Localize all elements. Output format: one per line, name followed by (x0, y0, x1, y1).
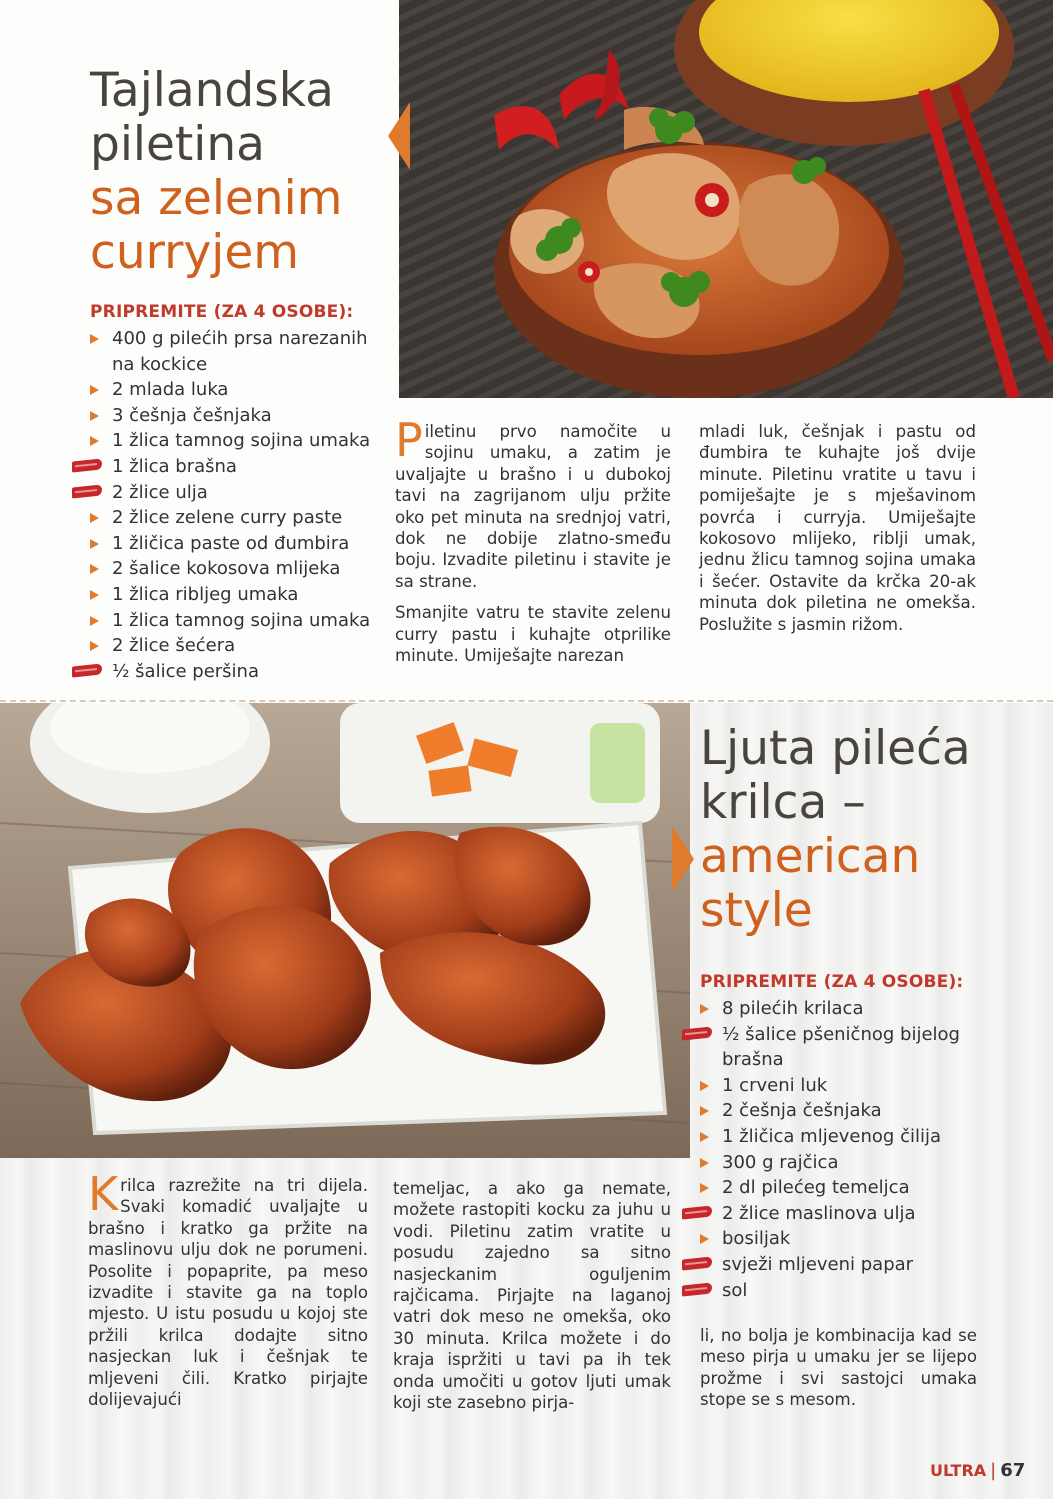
ultra-plus-flag-icon (682, 1026, 712, 1040)
list-marker (90, 428, 112, 454)
recipe1-ingredients-heading: PRIPREMITE (ZA 4 OSOBE): (90, 302, 354, 322)
triangle-arrow-icon (90, 436, 99, 446)
list-marker (90, 556, 112, 582)
recipe1-title-line: sa zelenim (90, 171, 343, 226)
recipe2-method-column-2: temeljac, a ako ga nemate, možete rastopiti kocku za juhu u vodi. Piletinu zatim vratite u posudu zajedno sa sitno nasjeckanim oguljenim rajčicama. Pirjajte na laganoj vatri dok meso ne omekša, oko 30 minuta. Krilca možete i do kraja ispržiti u tavi pa ih tek onda umočiti u gotov ljuti umak koji ste zasebno pirja- (393, 1179, 671, 1413)
recipe1-method-text: iletinu prvo namočite u sojinu umaku, a zatim je uvaljajte u brašno i u dubokoj tavi na zagrijanom ulju pržite oko pet minuta na srednjoj vatri, dok ne dobije zlatno-smeđu boju. Izvadite piletinu i stavite je sa strane. (395, 422, 671, 591)
ingredient-text: ½ šalice pšeničnog bijelog (722, 1023, 960, 1045)
ingredient-text: 2 dl pilećeg temeljca (722, 1177, 910, 1199)
ingredient-text: 2 žlice šećera (112, 635, 236, 657)
footer-separator: | (990, 1460, 997, 1481)
ingredient-text: 2 šalice kokosova mlijeka (112, 558, 341, 580)
ingredient-item (90, 326, 370, 352)
recipe2-title (700, 722, 971, 938)
list-marker (700, 996, 722, 1022)
recipe1-dropcap: P (395, 413, 423, 467)
ingredient-item (90, 556, 370, 582)
recipe1-title-line: piletina (90, 117, 265, 172)
recipe2-ingredients-heading: PRIPREMITE (ZA 4 OSOBE): (700, 972, 964, 992)
recipe1-ingredient-list (90, 326, 370, 684)
ingredient-text: ½ šalice peršina (112, 660, 259, 682)
triangle-arrow-icon (90, 616, 99, 626)
recipe2-method-text: rilca razrežite na tri dijela. Svaki komadić uvaljajte u brašno i kratko ga pržite na maslinovu ulju dok ne porumeni. Posolite i popaprite, pa meso izvadite i stavite ga na toplo mjesto. U istu posudu u kojoj ste pržili krilca dodajte sitno nasjeckan luk i češnjak te mljeveni čili. Kratko pirjajte dolijevajući (88, 1176, 368, 1410)
ingredient-text: 1 žličica mljevenog čilija (722, 1125, 942, 1147)
recipe1-title-line: Tajlandska (90, 63, 334, 118)
curry-photo-illustration (399, 0, 1053, 398)
ingredient-text: svježi mljeveni papar (722, 1253, 914, 1275)
ultra-plus-flag-icon (682, 1256, 712, 1270)
list-marker (700, 1098, 722, 1124)
triangle-arrow-icon (90, 513, 99, 523)
triangle-arrow-icon (700, 1132, 709, 1142)
triangle-arrow-icon (700, 1081, 709, 1091)
triangle-arrow-icon (700, 1004, 709, 1014)
recipe1-title-line: curryjem (90, 225, 300, 280)
recipe1-method-column-2: mladi luk, češnjak i pastu od đumbira te kuhajte još dvije minute. Piletinu vratite u tavu i pomiješajte je s mješavinom povrća i curryja. Umiješajte kokosovo mlijeko, riblji umak, jednu žlicu tamnog sojina umaka i šećer. Ostavite da krčka 20-ak minuta dok piletina ne omekša. Poslužite s jasmin rižom. (699, 422, 976, 634)
ingredient-item (700, 1073, 960, 1099)
ingredient-text: 3 češnja češnjaka (112, 404, 272, 426)
recipe1-title (90, 64, 342, 280)
ingredient-text: 2 češnja češnjaka (722, 1100, 882, 1122)
list-marker (90, 403, 112, 429)
ingredient-item (90, 659, 370, 685)
recipe2-title-line: american (700, 829, 921, 884)
ingredient-item (90, 352, 370, 378)
list-marker (700, 1175, 722, 1201)
list-marker (700, 1124, 722, 1150)
ingredient-item (700, 1150, 960, 1176)
ingredient-text: 2 žlice ulja (112, 481, 208, 503)
ingredient-text: sol (722, 1279, 748, 1301)
title-pointer-icon (672, 826, 694, 892)
ingredient-item (700, 1226, 960, 1252)
ultra-plus-flag-icon (72, 663, 102, 677)
list-marker (90, 608, 112, 634)
ingredient-item (90, 582, 370, 608)
ingredient-item (90, 505, 370, 531)
ingredient-item (700, 1252, 960, 1278)
ingredient-item (90, 377, 370, 403)
triangle-arrow-icon (700, 1158, 709, 1168)
ingredient-text: bosiljak (722, 1228, 791, 1250)
triangle-arrow-icon (700, 1234, 709, 1244)
chicken-wings-illustration (0, 703, 690, 1158)
page-footer (930, 1460, 1025, 1481)
triangle-arrow-icon (90, 641, 99, 651)
ingredient-item (700, 1047, 960, 1073)
ingredient-text: 2 žlice zelene curry paste (112, 507, 343, 529)
list-marker (90, 377, 112, 403)
ingredient-text: brašna (722, 1049, 784, 1071)
triangle-arrow-icon (90, 590, 99, 600)
ultra-plus-flag-icon (682, 1282, 712, 1296)
chicken-wings-photo (0, 703, 690, 1158)
recipe2-method-paragraph (88, 1167, 368, 1410)
triangle-arrow-icon (90, 539, 99, 549)
ingredient-item (700, 1175, 960, 1201)
triangle-arrow-icon (90, 385, 99, 395)
recipe2-title-line: style (700, 883, 813, 938)
ultra-plus-flag-icon (682, 1205, 712, 1219)
ingredient-item (700, 1098, 960, 1124)
ingredient-item (90, 454, 370, 480)
title-pointer-icon (388, 102, 410, 170)
list-marker (700, 1226, 722, 1252)
ingredient-item (700, 1201, 960, 1227)
recipe2-ingredient-list (700, 996, 960, 1303)
ingredient-item (90, 633, 370, 659)
recipe2-dropcap: K (88, 1167, 119, 1221)
list-marker (90, 505, 112, 531)
ingredient-text: 1 žlica tamnog sojina umaka (112, 609, 371, 631)
ingredient-text: 2 žlice maslinova ulja (722, 1202, 916, 1224)
ingredient-item (700, 1124, 960, 1150)
triangle-arrow-icon (700, 1106, 709, 1116)
ingredient-item (90, 608, 370, 634)
list-marker (90, 326, 112, 352)
ingredient-item (700, 996, 960, 1022)
ingredient-text: 1 žlica ribljeg umaka (112, 583, 299, 605)
list-marker (700, 1073, 722, 1099)
ingredient-text: 400 g pilećih prsa narezanih (112, 328, 368, 349)
list-marker (90, 633, 112, 659)
magazine-brand: ULTRA (930, 1461, 987, 1480)
ingredient-item (700, 1022, 960, 1048)
ingredient-item (700, 1278, 960, 1304)
recipe1-method-paragraph: Smanjite vatru te stavite zelenu curry pastu i kuhajte otprilike minute. Umiješajte narezan (395, 603, 671, 666)
ingredient-text: 1 crveni luk (722, 1074, 828, 1096)
ingredient-item (90, 480, 370, 506)
list-marker (700, 1150, 722, 1176)
list-marker (90, 531, 112, 557)
triangle-arrow-icon (700, 1183, 709, 1193)
ingredient-text: 300 g rajčica (722, 1151, 839, 1173)
ultra-plus-flag-icon (72, 458, 102, 472)
list-marker (90, 582, 112, 608)
ingredient-text: 8 pilećih krilaca (722, 998, 864, 1019)
section-divider (0, 700, 1053, 702)
recipe2-title-line: krilca – (700, 775, 866, 830)
ingredient-item (90, 403, 370, 429)
ingredient-text: na kockice (112, 353, 208, 375)
triangle-arrow-icon (90, 334, 99, 344)
ingredient-text: 1 žličica paste od đumbira (112, 532, 350, 554)
ingredient-text: 2 mlada luka (112, 379, 229, 401)
recipe2-method-column-3: li, no bolja je kombinacija kad se meso pirja u umaku jer se lijepo prožme i svi sastojci umaka stope se s mesom. (700, 1326, 977, 1410)
recipe1-method-column-1 (395, 413, 671, 666)
ingredient-item (90, 531, 370, 557)
recipe2-method-column-1 (88, 1167, 368, 1410)
ingredient-text: 1 žlica brašna (112, 455, 237, 477)
page-number: 67 (1000, 1460, 1026, 1481)
curry-photo (399, 0, 1053, 398)
recipe1-method-paragraph (395, 413, 671, 592)
ingredient-item (90, 428, 370, 454)
recipe2-title-line: Ljuta pileća (700, 721, 971, 776)
triangle-arrow-icon (90, 411, 99, 421)
triangle-arrow-icon (90, 564, 99, 574)
ingredient-text: 1 žlica tamnog sojina umaka (112, 430, 371, 452)
ultra-plus-flag-icon (72, 484, 102, 498)
